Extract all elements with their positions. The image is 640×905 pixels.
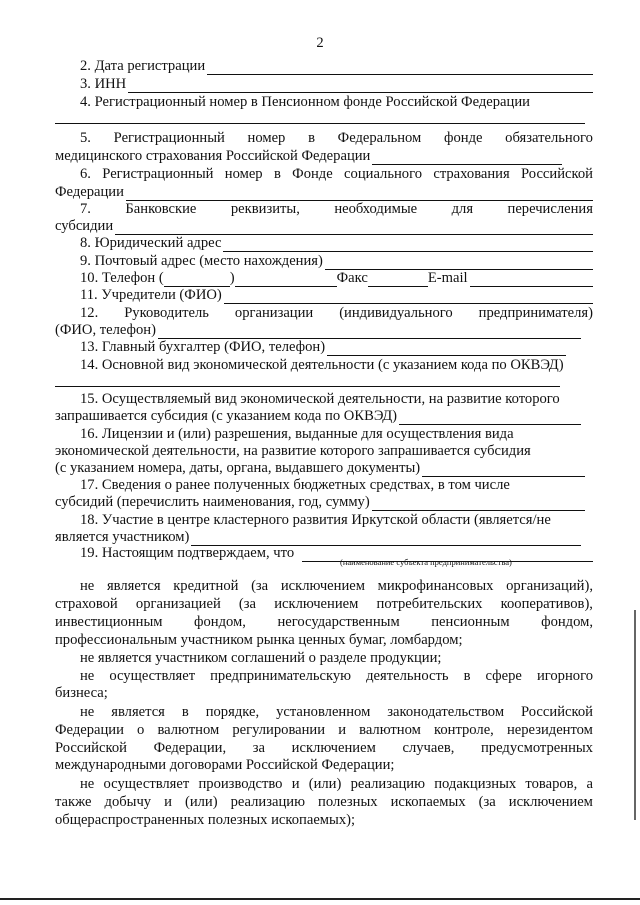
email-blank[interactable] [470, 273, 593, 287]
word: страхования [433, 166, 510, 182]
word: товаров, [525, 776, 578, 792]
word: случаев, [402, 740, 455, 756]
blank-line[interactable] [399, 411, 581, 425]
word: 7. [80, 201, 91, 217]
word: не [80, 704, 95, 720]
word: законодательством [387, 704, 505, 720]
word: (за [238, 596, 257, 612]
word: установленном [276, 704, 371, 720]
blank-line[interactable] [327, 342, 566, 356]
document-page: 2 2. Дата регистрации 3. ИНН 4. Регистрационный номер в Пенсионном фонде Российской Федерации 5. Регистрационный номер в Федеральном фонде обязательного медицинского страхования Российской Федерации 6. Регистрационный номер в Фонде социального страхования Российской Федерации 7. Банковские реквизиты, необходимые для перечисления субсидии 8. Юридический адрес 9. Почтовый адрес (место нахождения) 10. Телефон ( ) Факс E-mail 11. Учредители (ФИО) 12. Руководитель организации (индивидуального предпринимателя) (ФИО, телефон) 13. Главный бухгалтер (ФИО, телефон) 14. Основной вид экономической деятельности (с указанием кода по ОКВЭД) 15. Осуществляемый вид экономической деятельности, на развитие которого запрашивается субсидия (с указанием кода по ОКВЭД) 16. Лицензии и (или) разрешения, выданные для осуществления вида экономической деятельности, на развитие которого запрашивается субсидия (с указанием номера, даты, органа, выдавшего документы) 17. Сведения о ранее полученных бюджетных средствах, в том числе субсидий (перечислить наименования, год, сумму) 18. Участие в центре кластерного развития Иркутской области (является/не является участником) 19. Настоящим подтверждаем, что (наименование субъекта предпринимательства) не является кредитной (за исключением микрофинансовых организаций), страховой организацией (за исключением потребительских кооперативов), инвестиционным фондом, негосударственным пенсионным фондом, профессиональным участником рынка ценных бумаг, ломбардом; не является участником соглашений о разделе продукции; не осуществляет предпринимательскую деятельность в сфере игорного бизнеса; не является в порядке, установленном законодательством Российской Федерации о валютном регулировании и валютном контроле, нерезидентом Российской Федерации, за исключением случаев, предусмотренных международными договорами Российской Федерации; не осуществляет производство и (или) реализацию подакцизных товаров, а также добычу и (или) реализацию полезных ископаемых (за исключением общераспространенных полезных ископаемых); [0, 0, 640, 905]
word: Регистрационный [102, 166, 214, 182]
word: для [451, 201, 474, 217]
word: предусмотренных [481, 740, 593, 756]
field-cluster-participation: 18. Участие в центре кластерного развития Иркутской области (является/не [80, 512, 551, 528]
word: и [291, 776, 300, 792]
word: пенсионным [431, 614, 510, 630]
word: исключением [274, 596, 359, 612]
field-subsidized-activity: 15. Осуществляемый вид экономической деятельности, на развитие которого [80, 391, 560, 407]
blank-line[interactable] [115, 221, 593, 235]
word: Регистрационный [113, 130, 225, 146]
word: исключением [280, 578, 365, 594]
word: регулировании [232, 722, 326, 738]
blank-line[interactable] [55, 386, 560, 387]
blank-line[interactable] [128, 79, 593, 93]
word: ископаемых [390, 794, 466, 810]
word: микрофинансовых [377, 578, 494, 594]
word: в [463, 668, 471, 684]
entity-name-caption: (наименование субъекта предпринимательства) [340, 557, 512, 567]
word: фондом, [541, 614, 593, 630]
word: деятельность [366, 668, 449, 684]
word: сфере [485, 668, 522, 684]
scan-edge-mark [634, 610, 636, 820]
field-confirmation: 19. Настоящим подтверждаем, что [80, 545, 593, 562]
word: необходимые [334, 201, 418, 217]
word: фондом, [194, 614, 246, 630]
field-postal-address: 9. Почтовый адрес (место нахождения) [80, 253, 593, 270]
declaration-no-excise [80, 776, 593, 793]
word: Федеральном [337, 130, 422, 146]
word: (или) [308, 776, 342, 792]
word: номер [224, 166, 263, 182]
word: исключением [508, 794, 593, 810]
field-social-insurance-number [80, 166, 593, 183]
field-legal-address: 8. Юридический адрес [80, 235, 593, 252]
field-main-activity: 14. Основной вид экономической деятельности (с указанием кода по ОКВЭД) [80, 357, 564, 373]
word: Российской [521, 166, 593, 182]
field-director [80, 305, 593, 322]
blank-line[interactable] [422, 463, 585, 477]
declaration-not-nonresident [80, 704, 593, 721]
word: (за [478, 794, 496, 810]
word: страховой [55, 596, 118, 612]
word: в [308, 130, 315, 146]
word: Фонде [292, 166, 333, 182]
word: валютном [359, 722, 421, 738]
word: исключением [291, 740, 376, 756]
blank-line[interactable] [191, 532, 581, 546]
word: также [55, 794, 92, 810]
blank-line[interactable] [325, 256, 593, 270]
blank-line[interactable] [372, 151, 562, 165]
blank-line[interactable] [223, 238, 593, 252]
word: полезных [318, 794, 378, 810]
word: предпринимательскую [210, 668, 352, 684]
word: Федерации [55, 722, 124, 738]
phone-code-blank[interactable] [164, 273, 230, 287]
word: 6. [80, 166, 91, 182]
field-medical-insurance-number [80, 130, 593, 147]
word: 12. [80, 305, 99, 321]
word: не [80, 668, 95, 684]
word: является [106, 578, 161, 594]
word: не [80, 776, 95, 792]
word: фонде [444, 130, 483, 146]
field-pension-fund-number: 4. Регистрационный номер в Пенсионном фонде Российской Федерации [80, 94, 530, 110]
declaration-no-psa: не является участником соглашений о разделе продукции; [80, 650, 442, 666]
word: добычу [104, 794, 152, 810]
word: валютном [157, 722, 220, 738]
word: Федерации, [153, 740, 227, 756]
word: производство [198, 776, 283, 792]
blank-line[interactable] [55, 123, 585, 124]
field-founders: 11. Учредители (ФИО) [80, 287, 593, 304]
page-bottom-edge [0, 898, 640, 900]
word: Руководитель [124, 305, 209, 321]
word: и [164, 794, 172, 810]
declaration-not-credit-org [80, 578, 593, 595]
word: обязательного [505, 130, 593, 146]
field-chief-accountant: 13. Главный бухгалтер (ФИО, телефон) [80, 339, 566, 356]
blank-line[interactable] [372, 497, 585, 511]
word: перечисления [507, 201, 593, 217]
word: в [181, 704, 189, 720]
word: является [111, 704, 165, 720]
word: осуществляет [109, 668, 196, 684]
word: (за [251, 578, 269, 594]
word: игорного [536, 668, 593, 684]
word: не [80, 578, 95, 594]
word: Банковские [125, 201, 197, 217]
field-budget-funds: 17. Сведения о ранее полученных бюджетных средствах, в том числе [80, 477, 510, 493]
word: в [273, 166, 281, 182]
word: организацией [135, 596, 221, 612]
word: негосударственным [277, 614, 400, 630]
word: инвестиционным [55, 614, 163, 630]
word: 5. [80, 130, 91, 146]
word: реализацию [230, 794, 306, 810]
word: (или) [184, 794, 218, 810]
declaration-no-gambling [80, 668, 593, 685]
word: порядке, [205, 704, 260, 720]
word: реквизиты, [230, 201, 300, 217]
word: кооперативов), [500, 596, 593, 612]
word: социального [344, 166, 423, 182]
blank-line[interactable] [126, 187, 593, 201]
word: Российской [521, 704, 593, 720]
field-phone-fax-email: 10. Телефон ( ) Факс E-mail [80, 270, 593, 287]
word: нерезидентом [506, 722, 593, 738]
field-inn: 3. ИНН [80, 76, 593, 93]
phone-blank[interactable] [235, 273, 337, 287]
fax-blank[interactable] [368, 273, 428, 287]
blank-line[interactable] [207, 61, 593, 75]
word: организаций), [506, 578, 593, 594]
word: кредитной [173, 578, 239, 594]
field-licenses: 16. Лицензии и (или) разрешения, выданные для осуществления вида [80, 426, 514, 442]
word: осуществляет [103, 776, 190, 792]
word: потребительских [376, 596, 483, 612]
word: номер [247, 130, 286, 146]
word: подакцизных [434, 776, 517, 792]
word: Российской [55, 740, 127, 756]
word: организации [234, 305, 314, 321]
page-number: 2 [316, 35, 324, 51]
word: и [338, 722, 346, 738]
blank-line[interactable] [158, 325, 581, 339]
field-registration-date: 2. Дата регистрации [80, 58, 593, 75]
word: реализацию [350, 776, 425, 792]
blank-line[interactable] [224, 290, 593, 304]
word: о [137, 722, 145, 738]
word: контроле, [434, 722, 494, 738]
word: а [586, 776, 593, 792]
word: за [252, 740, 266, 756]
field-bank-details [80, 201, 593, 218]
word: (индивидуального [339, 305, 453, 321]
word: предпринимателя) [478, 305, 593, 321]
